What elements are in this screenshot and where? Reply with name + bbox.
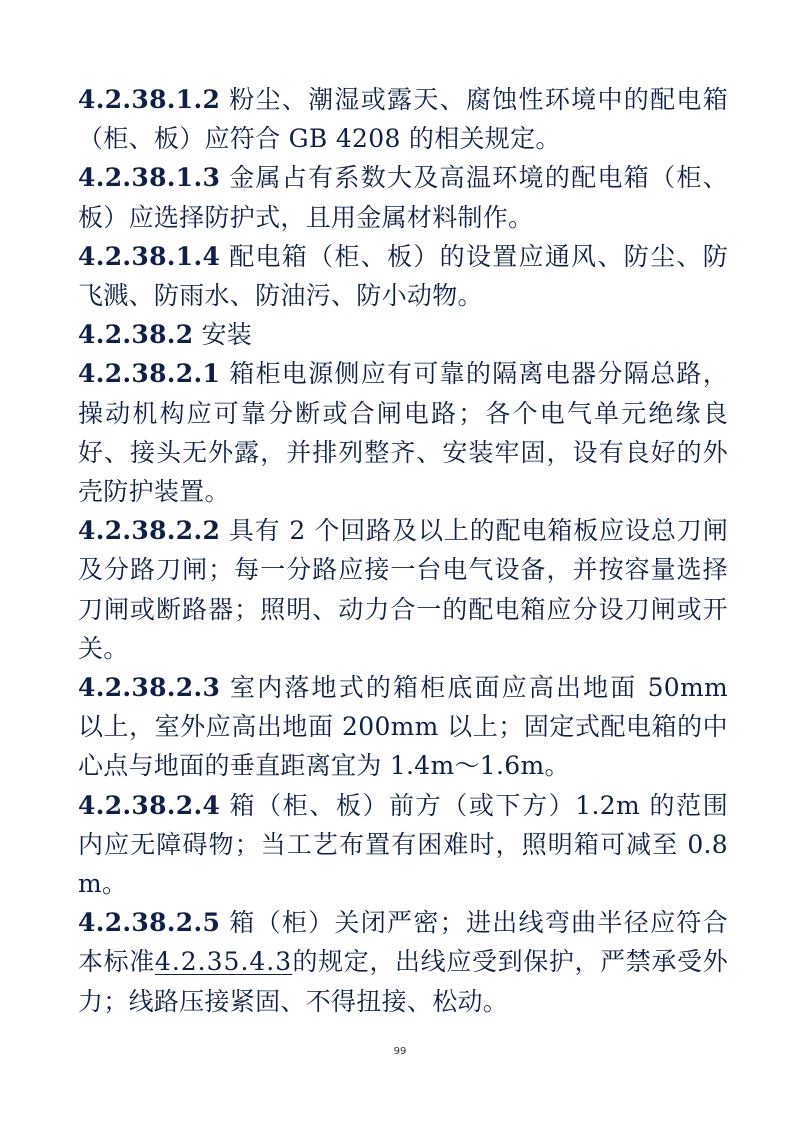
clause-number: 4.2.38.2.3 (78, 673, 221, 703)
clause-4-2-38-2-3 (78, 668, 728, 786)
clause-text-before: 箱（柜）关闭严密；进出线弯曲半径应符合本标准 (78, 908, 728, 977)
clause-text: 具有 2 个回路及以上的配电箱板应设总刀闸及分路刀闸；每一分路应接一台电气设备，并按容量选择刀闸或断路器；照明、动力合一的配电箱应分设刀闸或开关。 (78, 516, 728, 663)
clause-number: 4.2.38.2.4 (78, 790, 221, 820)
clause-4-2-38-2-5 (78, 903, 728, 1021)
clause-number: 4.2.38.2.5 (78, 908, 221, 938)
clause-number: 4.2.38.1.2 (78, 85, 221, 114)
section-number: 4.2.38.2 (78, 320, 194, 350)
clause-4-2-38-2-1 (78, 354, 728, 511)
section-heading-4-2-38-2 (78, 315, 728, 354)
clause-text: 箱柜电源侧应有可靠的隔离电器分隔总路，操动机构应可靠分断或合闸电路；各个电气单元绝缘良好、接头无外露，并排列整齐、安装牢固，设有良好的外壳防护装置。 (78, 359, 728, 507)
clause-4-2-38-1-4 (78, 237, 728, 315)
page-number: 99 (393, 1046, 407, 1057)
section-title: 安装 (201, 320, 253, 350)
clause-text: 粉尘、潮湿或露天、腐蚀性环境中的配电箱（柜、板）应符合 GB 4208 的相关规定。 (78, 85, 728, 154)
clause-number: 4.2.38.2.1 (78, 359, 221, 389)
clause-text: 配电箱（柜、板）的设置应通风、防尘、防飞溅、防雨水、防油污、防小动物。 (78, 241, 728, 311)
clause-text: 室内落地式的箱柜底面应高出地面 50mm 以上，室外应高出地面 200mm 以上；固定式配电箱的中心点与地面的垂直距离宜为 1.4m～1.6m。 (78, 673, 728, 781)
cross-reference-link[interactable]: 4.2.35.4.3 (154, 947, 293, 977)
clause-4-2-38-1-3 (78, 158, 728, 236)
document-body (78, 80, 728, 1021)
clause-number: 4.2.38.1.4 (78, 241, 221, 271)
clause-4-2-38-2-4 (78, 786, 728, 904)
clause-text: 箱（柜、板）前方（或下方）1.2m 的范围内应无障碍物；当工艺布置有困难时，照明箱可减至 0.8m。 (78, 790, 728, 899)
clause-number: 4.2.38.2.2 (78, 516, 221, 546)
clause-4-2-38-2-2 (78, 511, 728, 668)
clause-text: 金属占有系数大及高温环境的配电箱（柜、板）应选择防护式，且用金属材料制作。 (78, 163, 728, 232)
clause-number: 4.2.38.1.3 (78, 163, 221, 193)
clause-text-after: 的规定，出线应受到保护，严禁承受外力；线路压接紧固、不得扭接、松动。 (78, 947, 728, 1016)
clause-4-2-38-1-2 (78, 80, 728, 158)
